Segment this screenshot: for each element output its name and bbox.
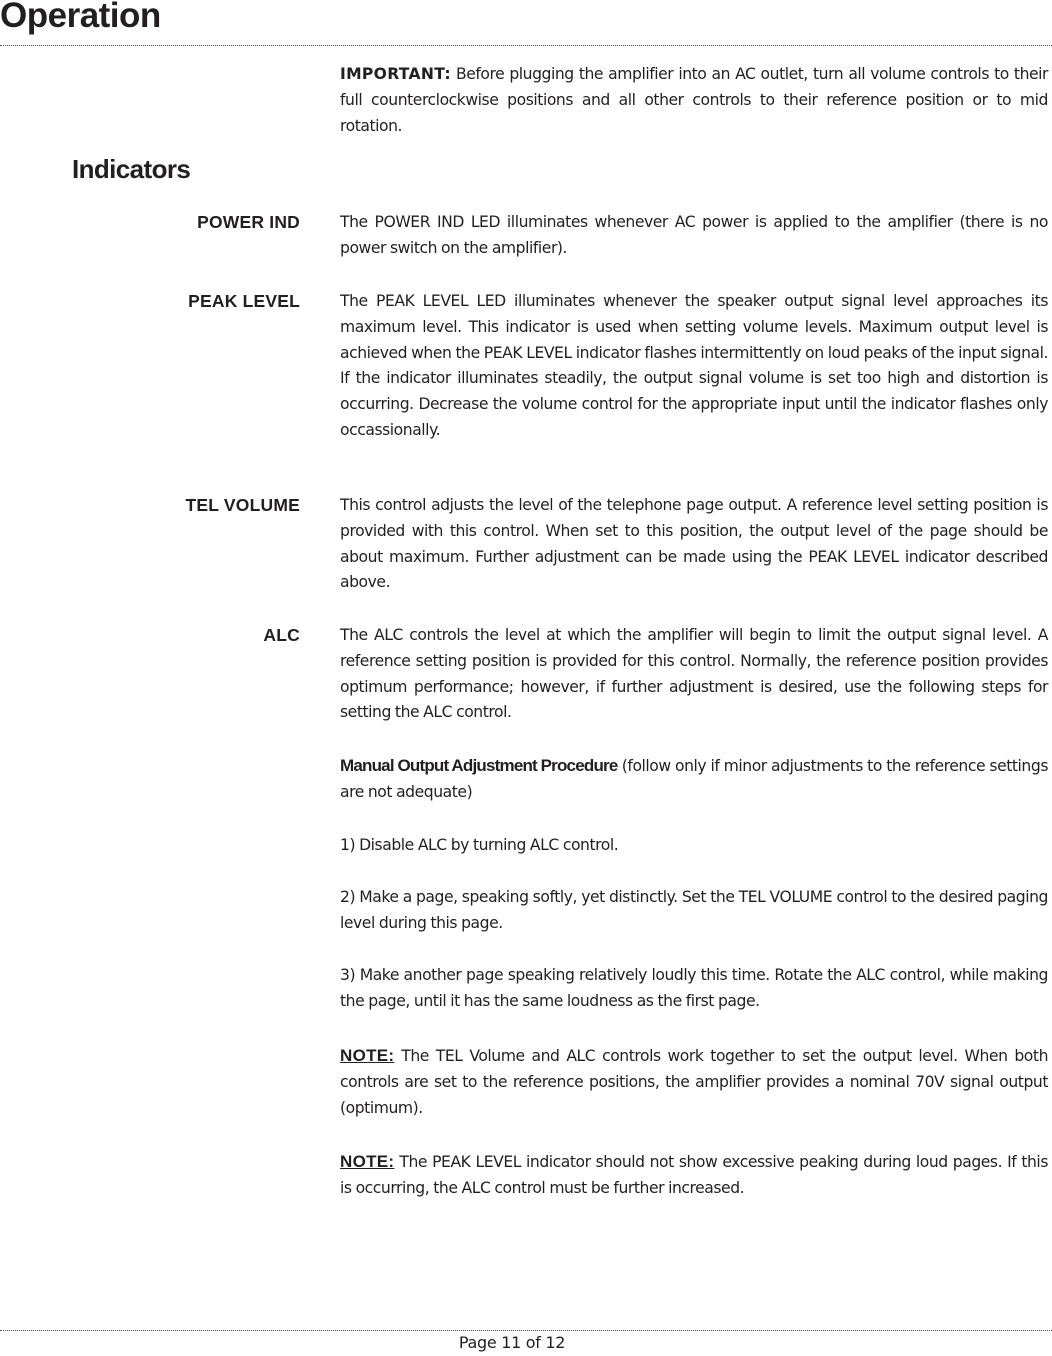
note-1-text: The TEL Volume and ALC controls work together to set the output level. When both controls are set to the reference positions, the amplifier provides a nominal 70V signal output (optimum). xyxy=(340,1047,1048,1117)
procedure-step-1: 1) Disable ALC by turning ALC control. xyxy=(340,836,619,854)
procedure-step-3: 3) Make another page speaking relatively loudly this time. Rotate the ALC control, while making the page, until it has the same loudness as the first page. xyxy=(340,966,1048,1010)
label-alc: ALC xyxy=(263,625,300,645)
note-1 xyxy=(340,1043,1048,1121)
page-number: Page 11 of 12 xyxy=(458,1333,566,1352)
procedure-step-2: 2) Make a page, speaking softly, yet distinctly. Set the TEL VOLUME control to the desired paging level during this page. xyxy=(340,888,1048,932)
note-2-text: The PEAK LEVEL indicator should not show excessive peaking during loud pages. If this is occurring, the ALC control must be further increased. xyxy=(340,1153,1048,1197)
label-tel-volume: TEL VOLUME xyxy=(185,495,300,515)
alc-description: The ALC controls the level at which the amplifier will begin to limit the output signal level. A reference setting position is provided for this control. Normally, the reference position provides optimum performance; however, if further adjustment is desired, use the following steps for setting the ALC control. xyxy=(340,626,1048,722)
note-2-label: NOTE: xyxy=(340,1152,395,1171)
label-power-ind: POWER IND xyxy=(197,212,300,232)
peak-level-description: The PEAK LEVEL LED illuminates whenever the speaker output signal level approaches its maximum level. This indicator is used when setting volume levels. Maximum output level is achieved when the PEAK LEVEL indicator flashes intermittently on loud peaks of the input signal. If the indicator illuminates steadily, the output signal volume is set too high and distortion is occurring. Decrease the volume control for the appropriate input until the indicator flashes only occassionally. xyxy=(340,292,1048,439)
section-heading-indicators: Indicators xyxy=(72,154,191,184)
page-title: Operation xyxy=(0,0,161,35)
note-2 xyxy=(340,1149,1048,1202)
top-divider xyxy=(0,45,1052,46)
power-ind-description: The POWER IND LED illuminates whenever AC power is applied to the amplifier (there is no power switch on the amplifier). xyxy=(340,213,1048,257)
tel-volume-description: This control adjusts the level of the telephone page output. A reference level setting position is provided with this control. When set to this position, the output level of the page should be about maximum. Further adjustment can be made using the PEAK LEVEL indicator described above. xyxy=(340,496,1048,592)
procedure-intro xyxy=(340,753,1048,806)
important-paragraph xyxy=(340,62,1048,139)
procedure-title: Manual Output Adjustment Procedure xyxy=(340,756,618,775)
procedure-title-note: (follow only if minor adjustments to the reference settings are not adequate) xyxy=(340,757,1048,801)
label-peak-level: PEAK LEVEL xyxy=(188,291,300,311)
bottom-divider xyxy=(0,1330,1052,1331)
note-1-label: NOTE: xyxy=(340,1046,395,1065)
important-label: IMPORTANT: xyxy=(340,65,451,83)
important-text: Before plugging the amplifier into an AC outlet, turn all volume controls to their full counterclockwise positions and all other controls to their reference position or to mid rotation. xyxy=(340,65,1048,135)
